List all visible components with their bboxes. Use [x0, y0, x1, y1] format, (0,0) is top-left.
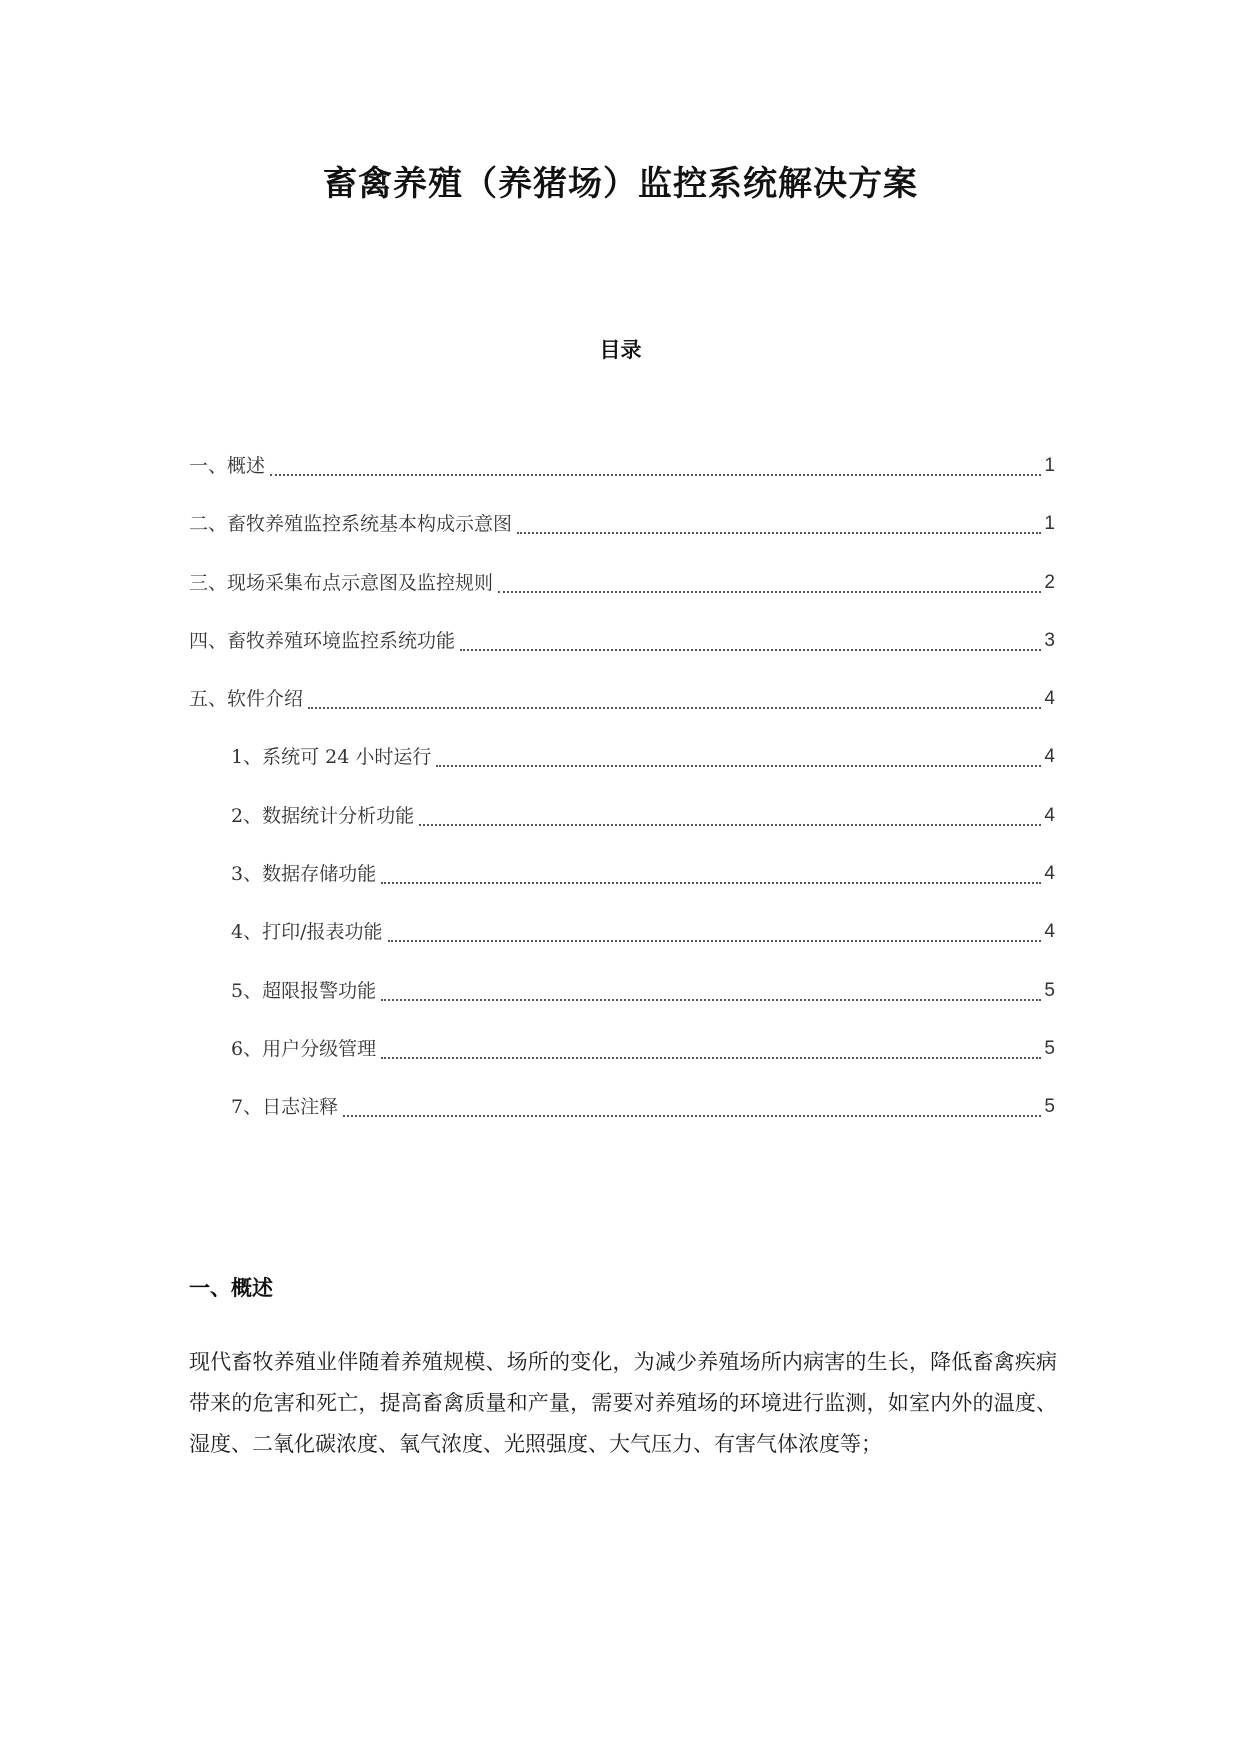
toc-entry-label: 二、畜牧养殖监控系统基本构成示意图 [189, 513, 513, 536]
toc-dot-leader [388, 918, 1042, 942]
toc-dot-leader [436, 743, 1041, 767]
toc-heading: 目录 [599, 338, 642, 362]
toc-entry-print-report[interactable] [189, 918, 1055, 976]
toc-dot-leader [381, 860, 1041, 884]
toc-entry-page: 4 [1044, 746, 1055, 768]
toc-entry-page: 4 [1044, 921, 1055, 943]
toc-entry-label: 四、畜牧养殖环境监控系统功能 [189, 629, 456, 652]
toc-entry-log-notes[interactable] [189, 1093, 1055, 1151]
toc-entry-overview[interactable] [189, 452, 1055, 510]
toc-entry-software-intro[interactable] [189, 685, 1055, 743]
toc-entry-label: 4、打印/报表功能 [231, 921, 383, 944]
toc-entry-system-functions[interactable] [189, 627, 1055, 685]
toc-dot-leader [517, 510, 1041, 534]
toc-dot-leader [343, 1093, 1041, 1117]
toc-entry-data-storage[interactable] [189, 860, 1055, 918]
toc-entry-label: 3、数据存储功能 [231, 863, 377, 886]
toc-entry-statistics[interactable] [189, 802, 1055, 860]
toc-dot-leader [308, 685, 1041, 709]
toc-entry-page: 4 [1044, 688, 1055, 710]
toc-entry-label: 1、系统可 24 小时运行 [231, 746, 432, 769]
toc-entry-label: 五、软件介绍 [189, 688, 304, 711]
toc-entry-label: 6、用户分级管理 [231, 1037, 377, 1060]
toc-entry-page: 1 [1044, 513, 1055, 535]
toc-entry-page: 4 [1044, 863, 1055, 885]
toc-entry-label: 2、数据统计分析功能 [231, 804, 415, 827]
table-of-contents [189, 452, 1055, 1152]
toc-dot-leader [381, 977, 1041, 1001]
toc-entry-page: 3 [1044, 629, 1055, 651]
toc-entry-label: 7、日志注释 [231, 1096, 339, 1119]
toc-entry-page: 1 [1044, 455, 1055, 476]
toc-entry-label: 5、超限报警功能 [231, 979, 377, 1002]
document-title: 畜禽养殖（养猪场）监控系统解决方案 [323, 164, 918, 204]
toc-entry-sampling-layout[interactable] [189, 569, 1055, 627]
toc-entry-label: 三、现场采集布点示意图及监控规则 [189, 571, 494, 594]
toc-entry-page: 5 [1044, 1037, 1055, 1059]
toc-dot-leader [498, 569, 1041, 593]
toc-entry-system-diagram[interactable] [189, 510, 1055, 568]
toc-entry-page: 4 [1044, 804, 1055, 826]
toc-dot-leader [419, 802, 1041, 826]
toc-entry-page: 5 [1044, 1096, 1055, 1118]
toc-entry-page: 5 [1044, 979, 1055, 1001]
section-paragraph-overview: 现代畜牧养殖业伴随着养殖规模、场所的变化，为减少养殖场所内病害的生长，降低畜禽疾病带来的危害和死亡，提高畜禽质量和产量，需要对养殖场的环境进行监测，如室内外的温度、湿度、二氧化碳浓度、氧气浓度、光照强度、大气压力、有害气体浓度等； [189, 1350, 1057, 1456]
toc-entry-24h-operation[interactable] [189, 743, 1055, 801]
toc-entry-page: 2 [1044, 571, 1055, 593]
toc-dot-leader [270, 452, 1041, 476]
toc-entry-over-limit-alarm[interactable] [189, 977, 1055, 1035]
toc-dot-leader [460, 627, 1041, 651]
toc-dot-leader [381, 1035, 1041, 1059]
section-heading-overview: 一、概述 [189, 1276, 273, 1300]
toc-entry-user-levels[interactable] [189, 1035, 1055, 1093]
toc-entry-label: 一、概述 [189, 455, 266, 477]
